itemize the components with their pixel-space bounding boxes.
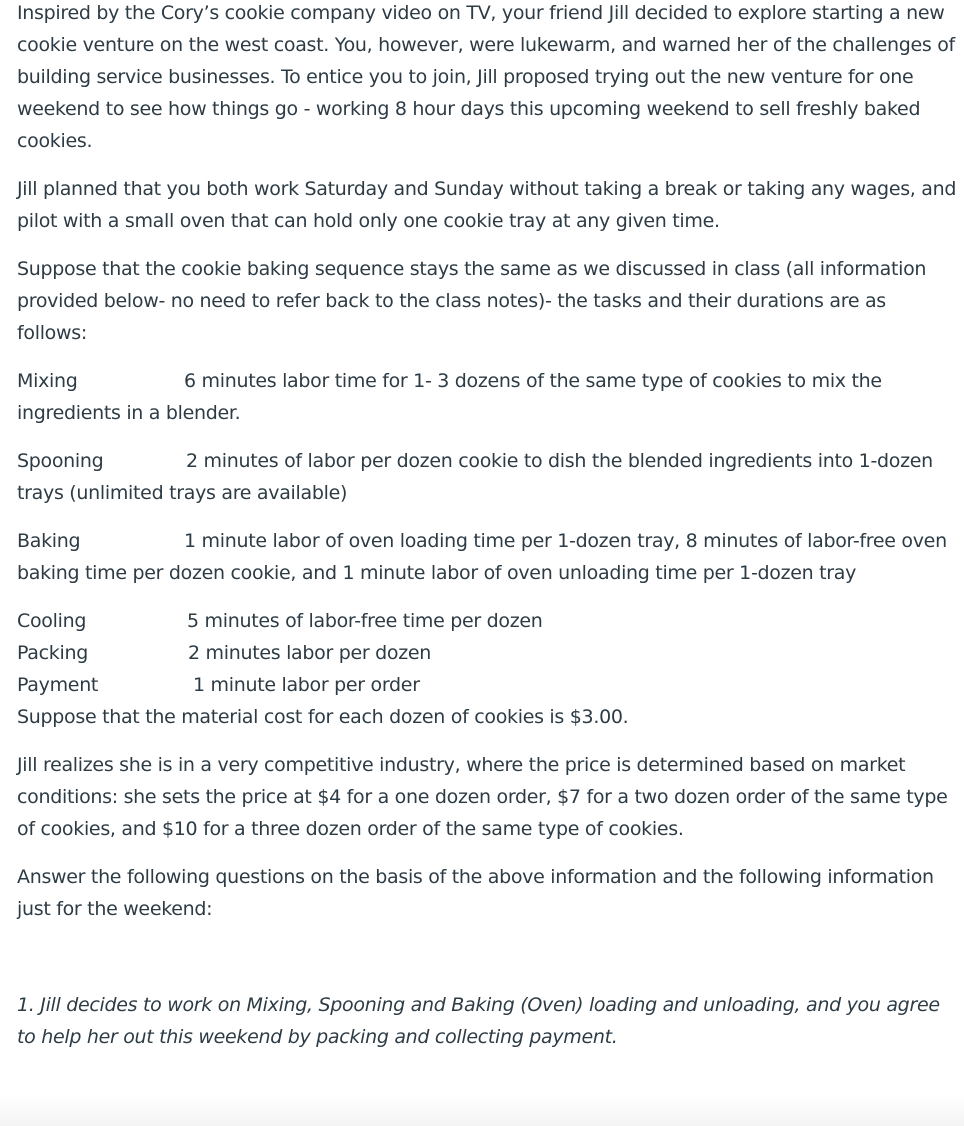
instructions-paragraph: Answer the following questions on the basis of the above information and the following information just for the weekend: bbox=[17, 866, 934, 920]
intro-paragraph: Inspired by the Cory’s cookie company video on TV, your friend Jill decided to explore starting a new cookie venture on the west coast. You, however, were lukewarm, and warned her of the challenges of building service businesses. To entice you to join, Jill proposed trying out the new venture for one weekend to see how things go - working 8 hour days this upcoming weekend to sell freshly baked cookies. bbox=[17, 2, 955, 152]
question-1: 1. Jill decides to work on Mixing, Spooning and Baking (Oven) loading and unloading, and you agree to help her out this weekend by packing and collecting payment. bbox=[17, 994, 940, 1048]
task-mixing-desc-line2: ingredients in a blender. bbox=[17, 402, 241, 424]
task-spooning-name: Spooning bbox=[17, 450, 104, 472]
task-cooling bbox=[17, 605, 957, 637]
task-baking-desc-line1: 1 minute labor of oven loading time per 1-dozen tray, 8 minutes of labor-free oven bbox=[184, 530, 947, 552]
task-baking bbox=[17, 525, 957, 557]
task-baking-desc-line2: baking time per dozen cookie, and 1 minute labor of oven unloading time per 1-dozen tray bbox=[17, 562, 857, 584]
plan-paragraph: Jill planned that you both work Saturday and Sunday without taking a break or taking any wages, and pilot with a small oven that can hold only one cookie tray at any given time. bbox=[17, 178, 957, 232]
task-mixing bbox=[17, 365, 957, 397]
task-packing-desc: 2 minutes labor per dozen bbox=[188, 642, 432, 664]
task-packing bbox=[17, 637, 957, 669]
task-baking-name: Baking bbox=[17, 530, 81, 552]
task-spooning bbox=[17, 445, 957, 477]
task-payment-name: Payment bbox=[17, 674, 99, 696]
problem-document bbox=[17, 0, 957, 1053]
task-mixing-desc-line1: 6 minutes labor time for 1- 3 dozens of the same type of cookies to mix the bbox=[184, 370, 882, 392]
task-payment bbox=[17, 669, 957, 701]
material-cost-paragraph: Suppose that the material cost for each dozen of cookies is $3.00. bbox=[17, 706, 629, 728]
task-spooning-desc-line1: 2 minutes of labor per dozen cookie to dish the blended ingredients into 1-dozen bbox=[186, 450, 933, 472]
task-spooning-desc-line2: trays (unlimited trays are available) bbox=[17, 482, 348, 504]
bottom-fade bbox=[0, 1096, 964, 1126]
task-cooling-desc: 5 minutes of labor-free time per dozen bbox=[187, 610, 543, 632]
task-mixing-name: Mixing bbox=[17, 370, 78, 392]
sequence-paragraph: Suppose that the cookie baking sequence stays the same as we discussed in class (all information provided below- no need to refer back to the class notes)- the tasks and their durations are as follows: bbox=[17, 258, 927, 344]
task-cooling-name: Cooling bbox=[17, 610, 87, 632]
pricing-paragraph: Jill realizes she is in a very competitive industry, where the price is determined based on market conditions: she sets the price at $4 for a one dozen order, $7 for a two dozen order of the same type of cookies, and $10 for a three dozen order of the same type of cookies. bbox=[17, 754, 948, 840]
task-payment-desc: 1 minute labor per order bbox=[193, 674, 420, 696]
task-packing-name: Packing bbox=[17, 642, 88, 664]
